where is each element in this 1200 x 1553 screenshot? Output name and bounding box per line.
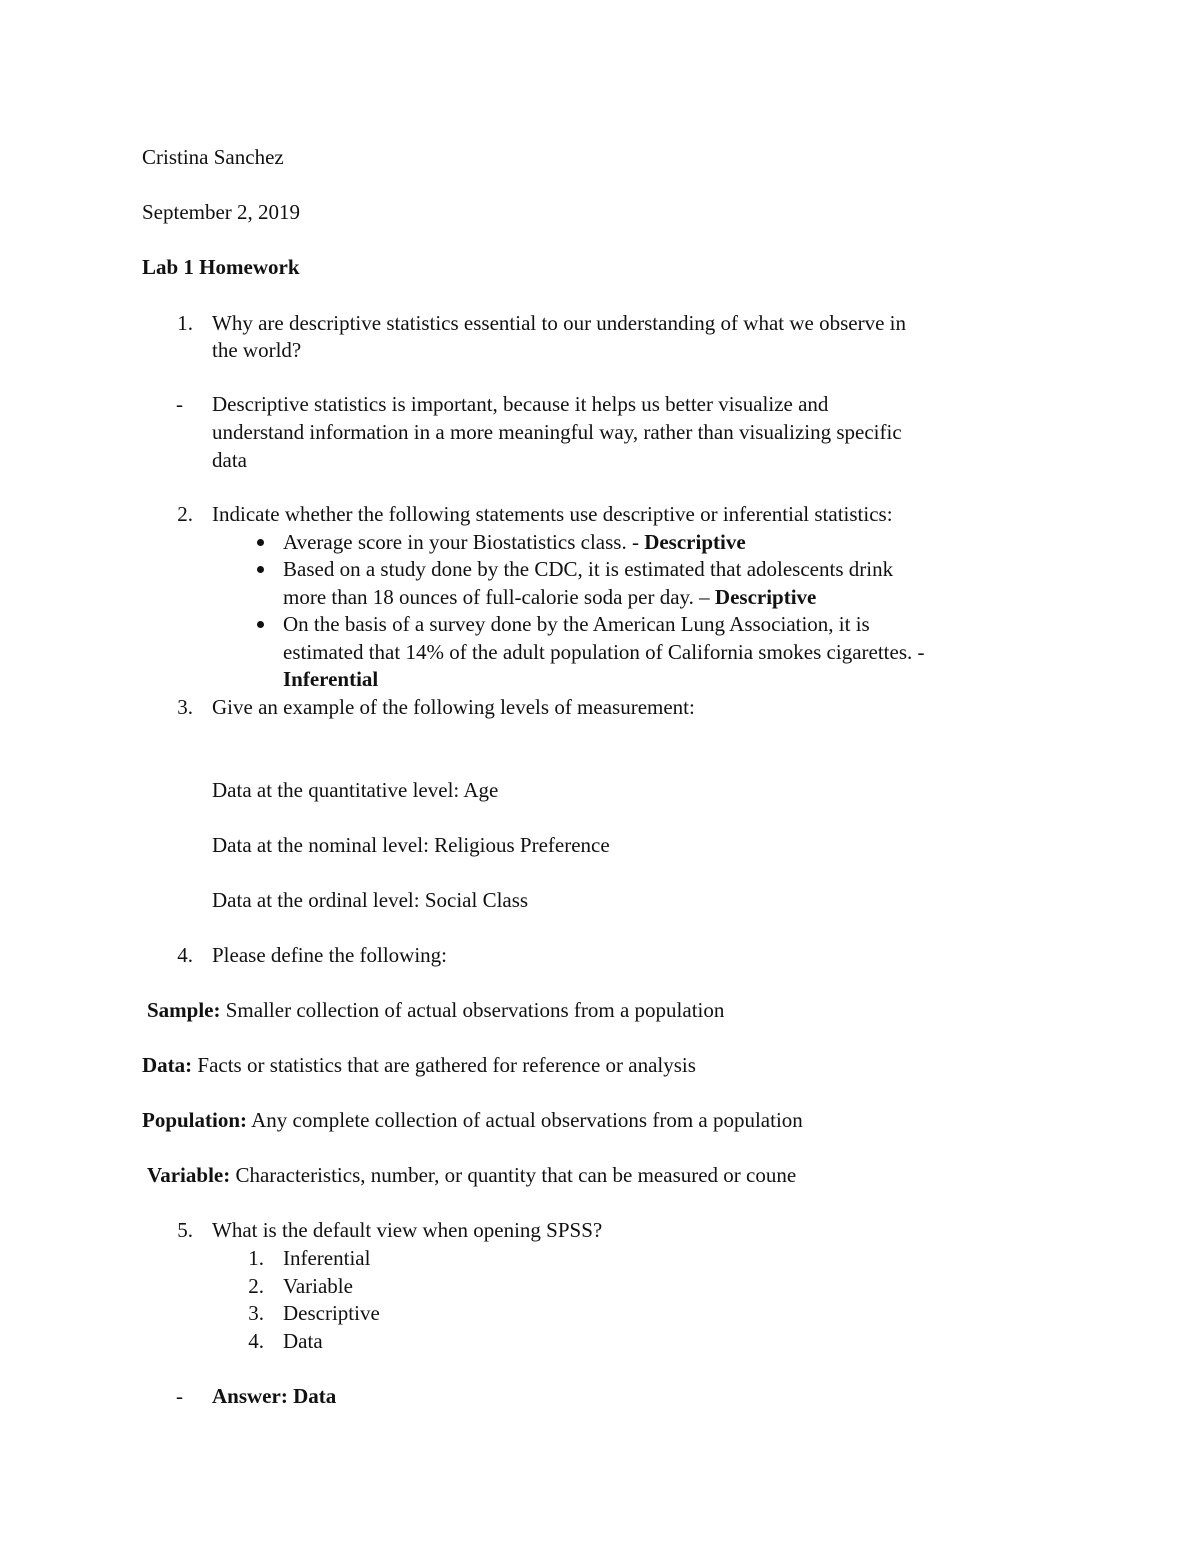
question-2-text: Indicate whether the following statements use descriptive or inferential statistics: xyxy=(212,502,893,526)
q2-item-3-line-1: On the basis of a survey done by the American Lung Association, it is xyxy=(283,612,870,636)
definition-data xyxy=(142,1052,696,1080)
answer-5-text: Answer: Data xyxy=(212,1384,337,1408)
nominal-level-example: Data at the nominal level: Religious Preference xyxy=(212,833,610,857)
answer-1-line-1: Descriptive statistics is important, because it helps us better visualize and xyxy=(212,392,829,416)
question-5-number: 5. xyxy=(177,1218,193,1242)
definition-variable xyxy=(147,1162,796,1190)
definition-population xyxy=(142,1107,803,1135)
option-number: 4. xyxy=(248,1329,264,1353)
q2-item-2-text: more than 18 ounces of full-calorie soda per day. – xyxy=(283,585,715,609)
q2-item-2-line-1: Based on a study done by the CDC, it is estimated that adolescents drink xyxy=(283,557,894,581)
answer-1-dash: - xyxy=(176,392,183,416)
document-title: Lab 1 Homework xyxy=(142,255,300,279)
question-3-text: Give an example of the following levels of measurement: xyxy=(212,695,695,719)
definition-term: Sample: xyxy=(147,998,221,1022)
option-number: 1. xyxy=(248,1246,264,1270)
question-4-number: 4. xyxy=(177,943,193,967)
q2-item-2-line-2 xyxy=(283,584,816,612)
definition-text: Characteristics, number, or quantity that can be measured or coune xyxy=(230,1163,797,1187)
q2-item-3-line-2: estimated that 14% of the adult population of California smokes cigarettes. - xyxy=(283,640,925,664)
question-1-text-continued: the world? xyxy=(212,338,302,362)
document-date: September 2, 2019 xyxy=(142,200,301,224)
question-3-number: 3. xyxy=(177,695,193,719)
bullet-icon xyxy=(257,621,264,628)
definition-text: Facts or statistics that are gathered for reference or analysis xyxy=(192,1053,696,1077)
bullet-icon xyxy=(257,539,264,546)
definition-term: Variable: xyxy=(147,1163,231,1187)
q2-item-1-text: Average score in your Biostatistics class. - xyxy=(283,530,645,554)
q2-item-3-label: Inferential xyxy=(283,667,379,691)
definition-text: Any complete collection of actual observations from a population xyxy=(247,1108,803,1132)
option-number: 3. xyxy=(248,1301,264,1325)
definition-term: Population: xyxy=(142,1108,248,1132)
q2-item-1-label: Descriptive xyxy=(644,530,746,554)
answer-1-line-3: data xyxy=(212,448,247,472)
quantitative-level-example: Data at the quantitative level: Age xyxy=(212,778,499,802)
question-5-text: What is the default view when opening SPSS? xyxy=(212,1218,603,1242)
answer-5-dash: - xyxy=(176,1384,183,1408)
option-text: Variable xyxy=(283,1274,353,1298)
question-1-number: 1. xyxy=(177,311,193,335)
option-number: 2. xyxy=(248,1274,264,1298)
q2-item-1 xyxy=(283,529,746,557)
option-text: Inferential xyxy=(283,1246,371,1270)
q2-item-2-label: Descriptive xyxy=(714,585,817,609)
ordinal-level-example: Data at the ordinal level: Social Class xyxy=(212,888,529,912)
question-2-number: 2. xyxy=(177,502,193,526)
definition-text: Smaller collection of actual observations from a population xyxy=(220,998,725,1022)
definition-term: Data: xyxy=(142,1053,193,1077)
answer-1-line-2: understand information in a more meaningful way, rather than visualizing specific xyxy=(212,420,902,444)
question-1-text: Why are descriptive statistics essential to our understanding of what we observe in xyxy=(212,311,906,335)
question-4-text: Please define the following: xyxy=(212,943,448,967)
bullet-icon xyxy=(257,566,264,573)
author-name: Cristina Sanchez xyxy=(142,145,284,169)
option-text: Descriptive xyxy=(283,1301,380,1325)
definition-sample xyxy=(147,997,724,1025)
option-text: Data xyxy=(283,1329,323,1353)
